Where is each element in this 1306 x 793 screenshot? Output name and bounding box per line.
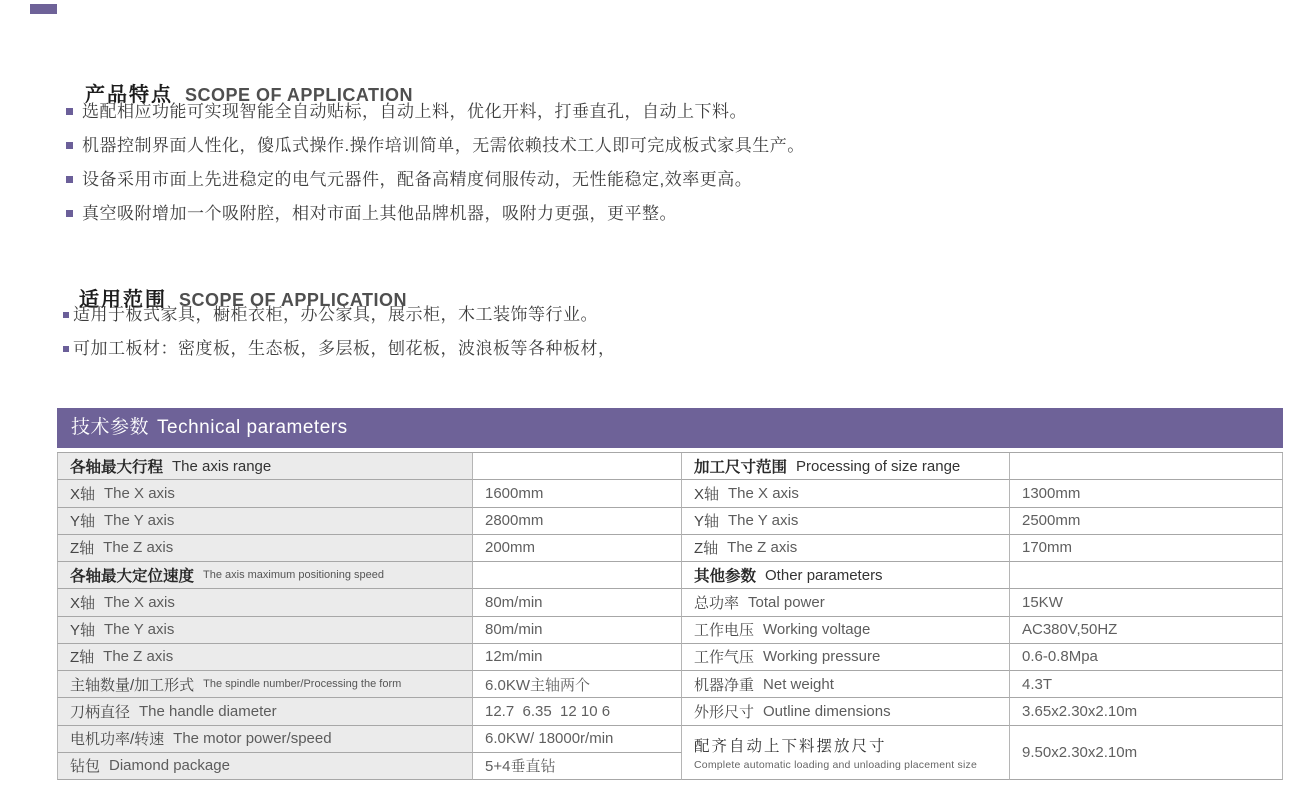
param-value: 200mm [473,535,682,562]
param-value: 2500mm [1010,508,1283,535]
feature-bullet-text: 真空吸附增加一个吸附腔，相对市面上其他品牌机器，吸附力更强，更平整。 [82,204,677,223]
param-label: 工作气压 Working pressure [682,644,1010,671]
param-value: 12m/min [473,644,682,671]
param-value: 15KW [1010,589,1283,616]
param-value: 80m/min [473,589,682,616]
table-title-bar [57,408,1283,448]
bullet-square-icon [63,346,69,352]
param-label: 机器净重 Net weight [682,671,1010,698]
param-section-label: 其他参数 Other parameters [682,562,1010,589]
feature-bullet-text: 设备采用市面上先进稳定的电气元器件，配备高精度伺服传动，无性能稳定,效率更高。 [82,170,753,189]
param-value-merged: 9.50x2.30x2.10m [1010,726,1283,781]
param-label: Y轴 The Y axis [57,617,473,644]
param-label: Z轴 The Z axis [57,535,473,562]
param-label: 主轴数量/加工形式 The spindle number/Processing the form [57,671,473,698]
param-label: 电机功率/转速 The motor power/speed [57,726,473,753]
param-value: 3.65x2.30x2.10m [1010,698,1283,725]
scope-title-zh: 适用范围 [79,288,167,311]
param-value [1010,562,1283,589]
bullet-square-icon [66,142,73,149]
param-value: 1600mm [473,480,682,507]
param-value: 2800mm [473,508,682,535]
feature-bullet [66,203,805,224]
param-label: Y轴 The Y axis [57,508,473,535]
feature-bullet-text: 机器控制界面人性化，傻瓜式操作.操作培训简单，无需依赖技术工人即可完成板式家具生产。 [82,136,805,155]
param-label: Z轴 The Z axis [57,644,473,671]
bullet-square-icon [66,108,73,115]
param-label: X轴 The X axis [57,589,473,616]
table-title-zh: 技术参数 [71,417,150,438]
scope-title-en: SCOPE OF APPLICATION [179,289,408,310]
bullet-square-icon [63,312,69,318]
param-label: X轴 The X axis [682,480,1010,507]
param-value: 6.0KW主轴两个 [473,671,682,698]
param-label: 总功率 Total power [682,589,1010,616]
feature-bullet [66,169,805,190]
param-section-label: 各轴最大定位速度 The axis maximum positioning speed [57,562,473,589]
param-value: 4.3T [1010,671,1283,698]
features-bullet-list [66,101,805,237]
param-label: 钻包 Diamond package [57,753,473,780]
param-value: 5+4垂直钻 [473,753,682,780]
parameters-grid [57,452,1283,780]
param-label-merged: 配齐自动上下料摆放尺寸 Complete automatic loading and unloading placement size [682,726,1010,781]
param-label: X轴 The X axis [57,480,473,507]
bullet-square-icon [66,210,73,217]
param-section-label: 各轴最大行程 The axis range [57,453,473,480]
param-value: 6.0KW/ 18000r/min [473,726,682,753]
feature-bullet [66,135,805,156]
technical-parameters-table [57,408,1283,780]
features-title-en: SCOPE OF APPLICATION [185,84,414,105]
table-title-en: Technical parameters [157,417,348,438]
param-label: 外形尺寸 Outline dimensions [682,698,1010,725]
param-value: 1300mm [1010,480,1283,507]
scope-bullet [63,338,616,359]
param-value: 0.6-0.8Mpa [1010,644,1283,671]
scope-bullet-list [63,304,616,372]
param-section-label: 加工尺寸范围 Processing of size range [682,453,1010,480]
scope-bullet-text: 可加工板材：密度板，生态板，多层板，刨花板，波浪板等各种板材， [73,339,616,358]
param-label: 刀柄直径 The handle diameter [57,698,473,725]
param-value: AC380V,50HZ [1010,617,1283,644]
param-label: Y轴 The Y axis [682,508,1010,535]
feature-bullet-text: 选配相应功能可实现智能全自动贴标，自动上料，优化开料，打垂直孔，自动上下料。 [82,102,747,121]
features-title-zh: 产品特点 [85,83,173,106]
feature-bullet [66,101,805,122]
param-value [1010,453,1283,480]
param-label: 工作电压 Working voltage [682,617,1010,644]
brand-corner-mark [30,4,57,14]
param-value [473,562,682,589]
param-label: Z轴 The Z axis [682,535,1010,562]
param-value: 12.7 6.35 12 10 6 [473,698,682,725]
scope-bullet-text: 适用于板式家具，橱柜衣柜，办公家具，展示柜，木工装饰等行业。 [73,305,598,324]
scope-bullet [63,304,616,325]
param-value: 170mm [1010,535,1283,562]
param-value: 80m/min [473,617,682,644]
bullet-square-icon [66,176,73,183]
param-value [473,453,682,480]
